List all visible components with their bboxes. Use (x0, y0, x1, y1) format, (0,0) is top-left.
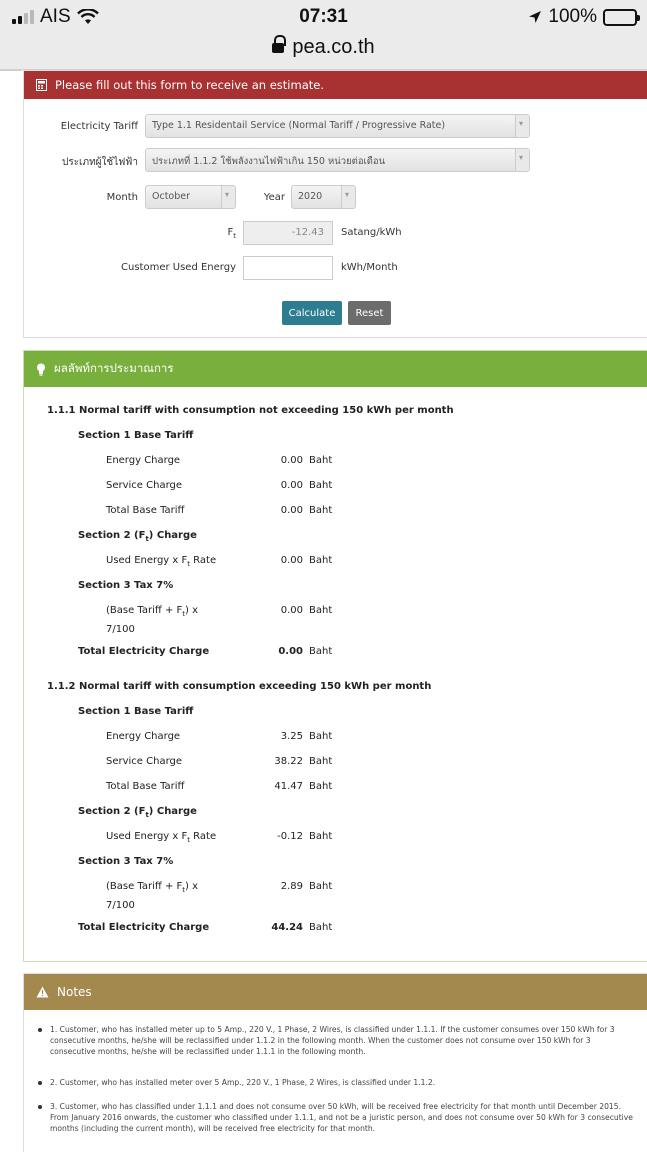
battery-percent: 100% (548, 6, 597, 27)
case-2-service-value: 38.22 (274, 756, 303, 767)
case-1-base-total-unit: Baht (309, 505, 333, 516)
case-2-total-unit: Baht (309, 922, 333, 933)
case-1-energy-label: Energy Charge (106, 455, 181, 466)
case-1-total-value: 0.00 (278, 646, 303, 657)
case-2-ft-label: Used Energy x $F_t$ Rate (106, 831, 217, 844)
carrier-name: AIS (40, 6, 71, 27)
bullet (38, 1081, 42, 1085)
year-select[interactable] (291, 185, 356, 209)
status-bar (0, 6, 647, 32)
chevron-down-icon (341, 186, 355, 208)
clock: 07:31 (299, 6, 348, 27)
tariff-select-value: Type 1.1 Residentail Service (Normal Tariff / Progressive Rate) (152, 120, 446, 131)
case-1-service-label: Service Charge (106, 480, 183, 491)
case-2-title: 1.1.2 Normal tariff with consumption exceeding 150 kWh per month (47, 681, 432, 692)
case-2-section-2: Section 2 $(F_t)$ Charge (78, 806, 197, 819)
energy-label: Customer Used Energy (121, 262, 236, 273)
case-1-tax-label: (Base Tariff + $F_t$) x 7/100 (106, 605, 199, 635)
case-1-total-label: Total Electricity Charge (78, 646, 210, 657)
case-1-base-total-value: 0.00 (280, 505, 303, 516)
energy-input[interactable] (243, 256, 333, 280)
ft-label: $F_t$ (227, 227, 236, 240)
estimate-form-panel (23, 70, 647, 338)
browser-top-bar (0, 0, 647, 70)
ft-unit: Satang/kWh (341, 227, 402, 238)
case-2-section-3: Section 3 Tax 7% (78, 856, 174, 867)
battery-icon (603, 9, 637, 26)
form-header (24, 71, 647, 99)
month-label: Month (106, 192, 138, 203)
month-select-value: October (152, 191, 191, 202)
case-2-tax-label: (Base Tariff + $F_t$) x 7/100 (106, 881, 199, 911)
calculator-icon (36, 79, 47, 91)
case-1-energy-unit: Baht (309, 455, 333, 466)
year-select-value: 2020 (298, 191, 323, 202)
case-1-tax-value: 0.00 (280, 605, 303, 616)
divider (0, 70, 22, 71)
warning-icon (36, 986, 49, 998)
case-2-service-label: Service Charge (106, 756, 183, 767)
reset-button[interactable]: Reset (348, 301, 391, 325)
user-type-label: ประเภทผู้ใช้ไฟฟ้า (61, 157, 138, 168)
case-2-energy-value: 3.25 (280, 731, 303, 742)
chevron-down-icon (221, 186, 235, 208)
energy-unit: kWh/Month (341, 262, 398, 273)
month-select[interactable] (145, 185, 236, 209)
case-1-title: 1.1.1 Normal tariff with consumption not exceeding 150 kWh per month (47, 405, 454, 416)
case-2-energy-unit: Baht (309, 731, 333, 742)
url-text: pea.co.th (292, 36, 375, 58)
case-1-service-unit: Baht (309, 480, 333, 491)
case-1-tax-unit: Baht (309, 605, 333, 616)
case-2-section-1: Section 1 Base Tariff (78, 706, 194, 717)
case-2-base-total-value: 41.47 (274, 781, 303, 792)
tariff-label: Electricity Tariff (60, 121, 138, 132)
case-1-service-value: 0.00 (280, 480, 303, 491)
results-header (24, 351, 647, 387)
case-1-ft-value: 0.00 (280, 555, 303, 566)
note-item: 3. Customer, who has classified under 1.1.1 and does not consume over 50 kWh, will be received free electricity for that month until December 2015. From January 2016 onwards, the customer who classified under 1.1.1, and not be a juristic person, and does not consume over 50 kWh for 3 consecutive months (including the current month), will be received free electricity for that month. (50, 1102, 633, 1133)
lightbulb-icon (36, 363, 46, 376)
results-header-text: ผลลัพท์การประมาณการ (54, 361, 174, 375)
case-2-tax-unit: Baht (309, 881, 333, 892)
case-1-ft-unit: Baht (309, 555, 333, 566)
tariff-select[interactable] (145, 114, 530, 138)
case-1-section-2: Section 2 $(F_t)$ Charge (78, 530, 197, 543)
case-1-energy-value: 0.00 (280, 455, 303, 466)
note-item: 2. Customer, who has installed meter over 5 Amp., 220 V., 1 Phase, 2 Wires, is classified under 1.1.2. (50, 1078, 436, 1087)
case-2-service-unit: Baht (309, 756, 333, 767)
case-1-ft-label: Used Energy x $F_t$ Rate (106, 555, 217, 568)
lock-icon (272, 40, 284, 54)
case-2-base-total-label: Total Base Tariff (106, 781, 185, 792)
bullet (38, 1028, 42, 1032)
case-2-base-total-unit: Baht (309, 781, 333, 792)
notes-header-text: Notes (57, 985, 92, 999)
chevron-down-icon (515, 149, 529, 171)
note-item: 1. Customer, who has installed meter up to 5 Amp., 220 V., 1 Phase, 2 Wires, is classified under 1.1.1. If the customer consumes over 150 kWh for 3 consecutive months, he/she will be reclassified under 1.1.2 in the following month. When the customer does not consume over 150 kWh for 3 consecutive months, he/she will be reclassified under 1.1.1 in the following month. (50, 1025, 615, 1056)
case-1-section-1: Section 1 Base Tariff (78, 430, 194, 441)
case-2-total-label: Total Electricity Charge (78, 922, 210, 933)
case-2-tax-value: 2.89 (280, 881, 303, 892)
user-type-select[interactable] (145, 148, 530, 172)
case-2-ft-unit: Baht (309, 831, 333, 842)
case-1-section-3: Section 3 Tax 7% (78, 580, 174, 591)
case-1-total-unit: Baht (309, 646, 333, 657)
ft-input: -12.43 (243, 221, 333, 245)
address-bar[interactable] (0, 36, 647, 59)
location-arrow-icon (528, 10, 542, 24)
calculate-button[interactable]: Calculate (282, 301, 342, 325)
form-header-text: Please fill out this form to receive an estimate. (55, 78, 324, 92)
case-2-total-value: 44.24 (271, 922, 303, 933)
chevron-down-icon (515, 115, 529, 137)
year-label: Year (263, 192, 285, 203)
case-2-ft-value: -0.12 (277, 831, 303, 842)
user-type-select-value: ประเภทที่ 1.1.2 ใช้พลังงานไฟฟ้าเกิน 150 หน่วยต่อเดือน (152, 156, 386, 167)
notes-header (24, 974, 647, 1010)
bullet (38, 1105, 42, 1109)
case-1-base-total-label: Total Base Tariff (106, 505, 185, 516)
case-2-energy-label: Energy Charge (106, 731, 181, 742)
